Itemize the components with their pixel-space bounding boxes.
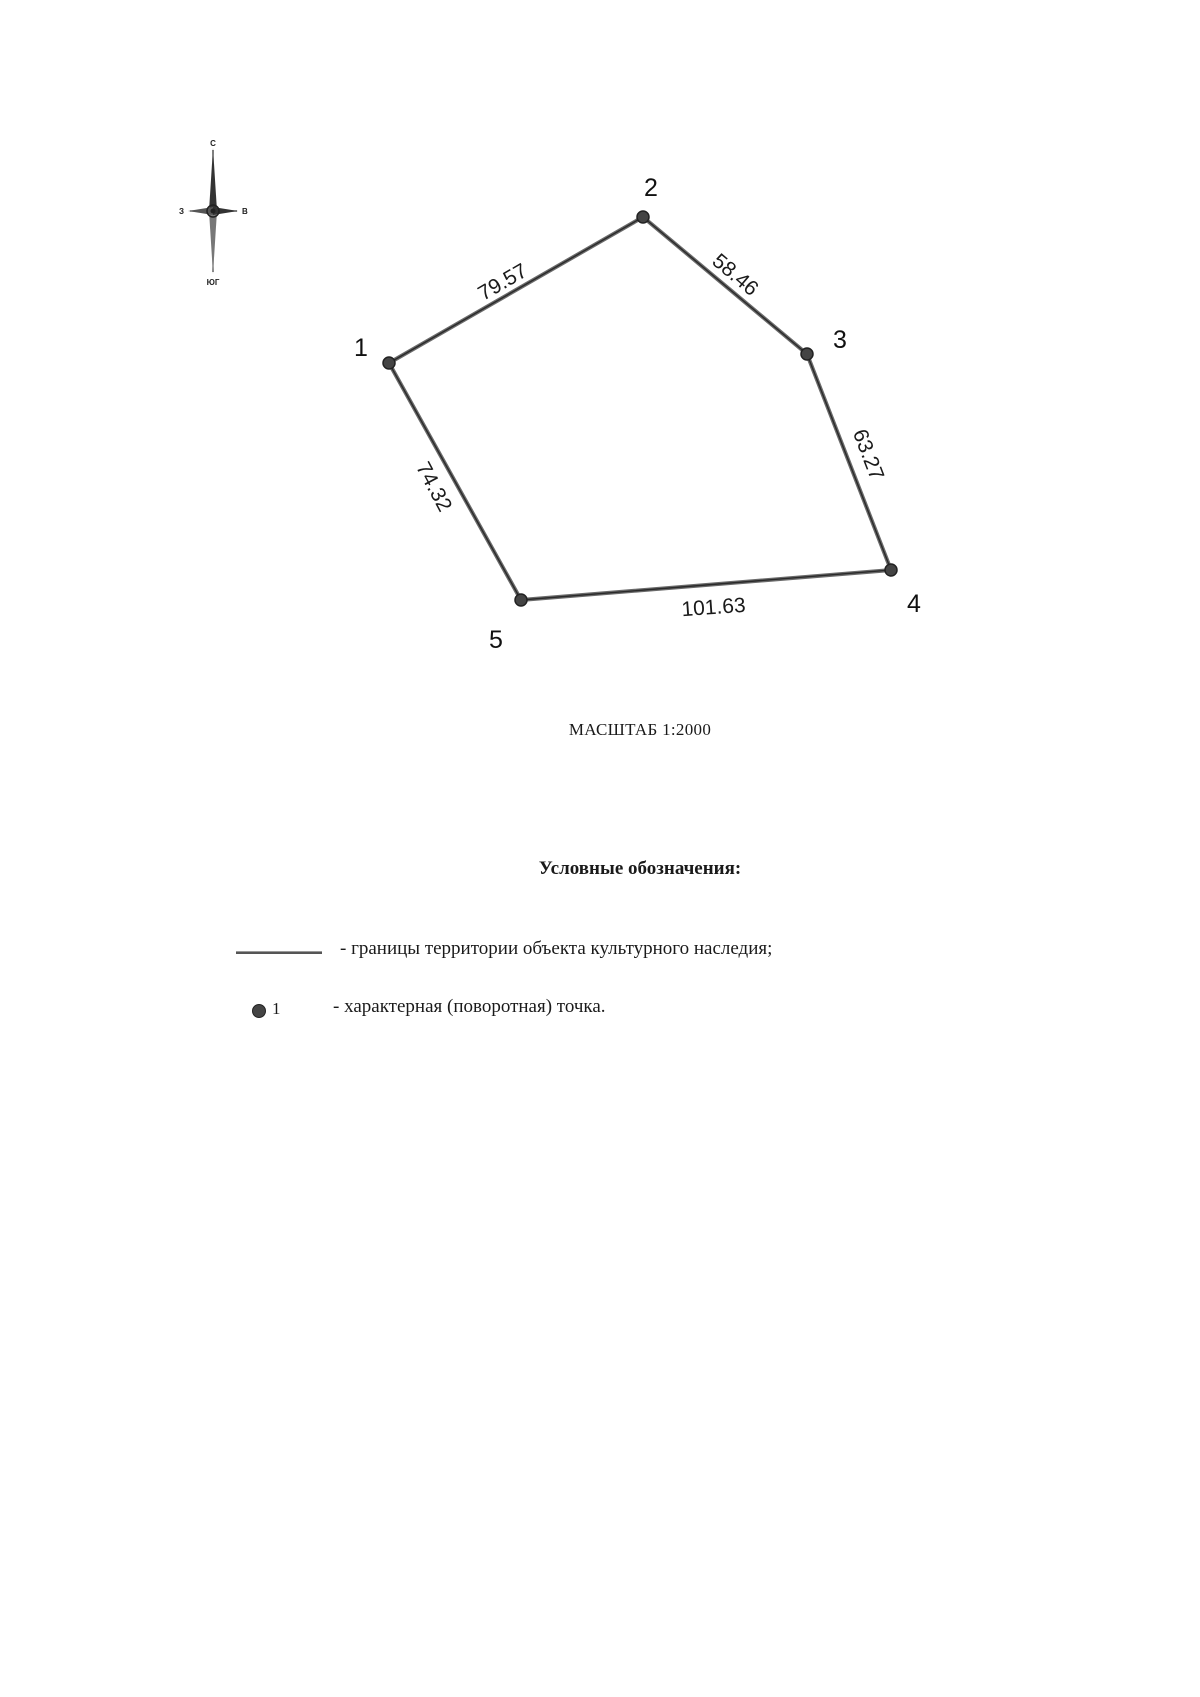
point-marker	[515, 594, 527, 606]
compass-south-label: ЮГ	[206, 278, 220, 287]
point-marker	[885, 564, 897, 576]
point-label: 5	[489, 626, 503, 654]
boundary-polygon	[389, 217, 891, 600]
compass-east-label: В	[242, 207, 248, 216]
point-label: 3	[833, 326, 847, 354]
legend-item-point	[0, 996, 1200, 1026]
scale-caption: МАСШТАБ 1:2000	[568, 720, 712, 739]
legend-title: Условные обозначения:	[538, 858, 742, 879]
legend-boundary-text: - границы территории объекта культурного наследия;	[340, 938, 773, 959]
segment-length-5-1: 74.32	[411, 458, 457, 516]
segment-length-4-5: 101.63	[680, 593, 747, 622]
segment-length-1-2: 79.57	[474, 259, 532, 306]
legend-point-number: 1	[272, 999, 281, 1018]
compass-icon	[179, 139, 248, 287]
compass-north-label: С	[210, 139, 216, 148]
segment-length-2-3: 58.46	[707, 249, 763, 301]
segment-length-3-4: 63.27	[847, 426, 889, 484]
point-marker	[637, 211, 649, 223]
point-marker	[801, 348, 813, 360]
point-marker	[383, 357, 395, 369]
boundary-scheme	[0, 0, 1200, 720]
point-label: 4	[907, 590, 921, 618]
point-label: 2	[644, 174, 658, 202]
legend-item-boundary	[0, 938, 1200, 968]
legend-point-text: - характерная (поворотная) точка.	[333, 996, 606, 1017]
point-sample-icon	[252, 1004, 266, 1018]
point-label: 1	[354, 334, 368, 362]
boundary-line-sample	[236, 951, 322, 954]
compass-west-label: З	[178, 207, 184, 216]
